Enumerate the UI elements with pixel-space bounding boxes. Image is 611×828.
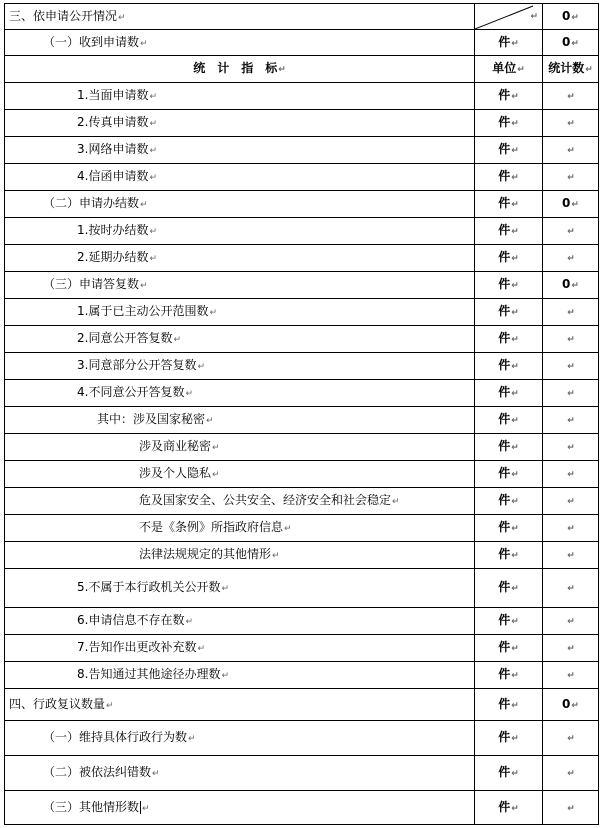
return-mark-icon: ↵: [197, 644, 205, 654]
return-mark-icon: ↵: [530, 12, 538, 22]
return-mark-icon: ↵: [212, 470, 220, 480]
unit-label: 件: [498, 223, 511, 237]
return-mark-icon: ↵: [140, 200, 148, 210]
return-mark-icon: ↵: [106, 700, 114, 711]
return-mark-icon: ↵: [511, 308, 519, 318]
count-value: 0: [562, 8, 571, 23]
count-cell[interactable]: [543, 756, 599, 791]
return-mark-icon: ↵: [511, 227, 519, 237]
return-mark-icon: ↵: [567, 551, 575, 561]
return-mark-icon: ↵: [511, 524, 519, 534]
row-label-cell: [5, 4, 475, 30]
row-label: 法律法规规定的其他情形: [139, 547, 272, 561]
unit-label: 件: [498, 696, 511, 711]
count-cell[interactable]: [543, 272, 599, 299]
row-label: （一）维持具体行政行为数: [43, 730, 188, 744]
count-value: 0: [562, 196, 571, 210]
return-mark-icon: ↵: [118, 12, 126, 23]
row-label: 1.当面申请数: [77, 88, 149, 102]
return-mark-icon: ↵: [212, 443, 220, 453]
count-cell[interactable]: [543, 542, 599, 569]
return-mark-icon: ↵: [221, 584, 229, 594]
unit-cell: [475, 569, 543, 608]
unit-cell: [475, 689, 543, 721]
return-mark-icon: ↵: [511, 119, 519, 129]
table-row: [5, 689, 599, 721]
unit-label: 件: [498, 385, 511, 399]
row-label: 不是《条例》所指政府信息: [139, 520, 284, 534]
unit-cell: [475, 635, 543, 662]
row-label-cell: [5, 137, 475, 164]
count-cell[interactable]: [543, 218, 599, 245]
return-mark-icon: ↵: [571, 281, 579, 291]
count-cell[interactable]: [543, 461, 599, 488]
unit-label: 件: [498, 358, 511, 372]
return-mark-icon: ↵: [511, 146, 519, 156]
count-cell[interactable]: [543, 662, 599, 689]
unit-cell: [475, 164, 543, 191]
unit-cell: [475, 218, 543, 245]
return-mark-icon: ↵: [511, 200, 519, 210]
table-row: [5, 326, 599, 353]
return-mark-icon: ↵: [149, 119, 157, 129]
row-label-cell: [5, 542, 475, 569]
unit-cell: [475, 461, 543, 488]
row-label-cell: [5, 56, 475, 83]
table-row: [5, 30, 599, 56]
return-mark-icon: ↵: [188, 734, 196, 744]
table-row: [5, 353, 599, 380]
row-label-cell: [5, 164, 475, 191]
return-mark-icon: ↵: [517, 65, 525, 75]
unit-cell: [475, 326, 543, 353]
unit-cell: [475, 191, 543, 218]
row-label-cell: [5, 515, 475, 542]
count-cell[interactable]: [543, 191, 599, 218]
table-row: [5, 110, 599, 137]
return-mark-icon: ↵: [149, 173, 157, 183]
unit-cell: [475, 245, 543, 272]
return-mark-icon: ↵: [511, 470, 519, 480]
table-row: [5, 56, 599, 83]
return-mark-icon: ↵: [511, 389, 519, 399]
return-mark-icon: ↵: [567, 769, 575, 779]
table-row: [5, 721, 599, 756]
unit-label: 件: [498, 250, 511, 264]
row-label: （三）申请答复数: [43, 277, 140, 291]
count-cell[interactable]: [543, 721, 599, 756]
return-mark-icon: ↵: [272, 551, 280, 561]
unit-cell: [475, 110, 543, 137]
unit-label: 件: [498, 730, 511, 744]
table-row: [5, 791, 599, 825]
row-label-cell: [5, 608, 475, 635]
row-label: 统 计 指 标: [193, 61, 278, 75]
unit-label: 件: [498, 88, 511, 102]
unit-cell: [475, 407, 543, 434]
return-mark-icon: ↵: [511, 734, 519, 744]
table-row: [5, 569, 599, 608]
table-row: [5, 272, 599, 299]
table-row: [5, 191, 599, 218]
table-row: [5, 299, 599, 326]
table-row: [5, 4, 599, 30]
count-cell[interactable]: [543, 4, 599, 30]
count-value: 0: [562, 277, 571, 291]
count-cell[interactable]: [543, 608, 599, 635]
unit-cell: [475, 542, 543, 569]
row-label: 3.网络申请数: [77, 142, 149, 156]
count-value: 0: [562, 696, 571, 711]
return-mark-icon: ↵: [567, 617, 575, 627]
unit-label: 件: [498, 580, 511, 594]
row-label: 三、依申请公开情况: [9, 8, 118, 23]
count-cell[interactable]: [543, 635, 599, 662]
row-label-cell: [5, 721, 475, 756]
row-label-cell: [5, 218, 475, 245]
row-label: 4.不同意公开答复数: [77, 385, 185, 399]
unit-cell: [475, 662, 543, 689]
row-label-cell: [5, 635, 475, 662]
unit-cell: [475, 4, 543, 30]
unit-cell: [475, 272, 543, 299]
unit-cell: [475, 83, 543, 110]
table-row: [5, 515, 599, 542]
return-mark-icon: ↵: [567, 524, 575, 534]
unit-cell: [475, 791, 543, 825]
return-mark-icon: ↵: [511, 362, 519, 372]
row-label-cell: [5, 662, 475, 689]
return-mark-icon: ↵: [571, 700, 579, 711]
return-mark-icon: ↵: [567, 584, 575, 594]
table-row: [5, 542, 599, 569]
row-label: 2.传真申请数: [77, 115, 149, 129]
return-mark-icon: ↵: [567, 254, 575, 264]
row-label: 1.按时办结数: [77, 223, 149, 237]
unit-label: 件: [498, 169, 511, 183]
row-label: （二）被依法纠错数: [43, 765, 152, 779]
table-row: [5, 164, 599, 191]
row-label: 5.不属于本行政机关公开数: [77, 580, 221, 594]
count-value: 统计数: [548, 61, 585, 75]
unit-label: 件: [498, 439, 511, 453]
count-cell[interactable]: [543, 30, 599, 56]
row-label-cell: [5, 110, 475, 137]
count-cell[interactable]: [543, 407, 599, 434]
count-cell[interactable]: [543, 515, 599, 542]
row-label-cell: [5, 488, 475, 515]
count-cell[interactable]: [543, 110, 599, 137]
return-mark-icon: ↵: [511, 617, 519, 627]
unit-cell: [475, 56, 543, 83]
unit-cell: [475, 30, 543, 56]
return-mark-icon: ↵: [511, 551, 519, 561]
return-mark-icon: ↵: [511, 803, 519, 814]
unit-cell: [475, 515, 543, 542]
return-mark-icon: ↵: [567, 146, 575, 156]
return-mark-icon: ↵: [571, 12, 579, 23]
return-mark-icon: ↵: [567, 362, 575, 372]
return-mark-icon: ↵: [585, 65, 593, 75]
row-label: 危及国家安全、公共安全、经济安全和社会稳定: [139, 493, 392, 507]
row-label-cell: [5, 191, 475, 218]
return-mark-icon: ↵: [567, 671, 575, 681]
count-cell[interactable]: [543, 326, 599, 353]
row-label-cell: [5, 434, 475, 461]
unit-cell: [475, 137, 543, 164]
unit-label: 件: [498, 115, 511, 129]
return-mark-icon: ↵: [149, 254, 157, 264]
unit-cell: [475, 299, 543, 326]
row-label: 4.信函申请数: [77, 169, 149, 183]
return-mark-icon: ↵: [567, 644, 575, 654]
count-cell[interactable]: [543, 137, 599, 164]
return-mark-icon: ↵: [149, 146, 157, 156]
row-label-cell: [5, 245, 475, 272]
count-cell[interactable]: [543, 164, 599, 191]
return-mark-icon: ↵: [209, 308, 217, 318]
return-mark-icon: ↵: [173, 335, 181, 345]
return-mark-icon: ↵: [567, 92, 575, 102]
return-mark-icon: ↵: [571, 38, 579, 49]
table-row: [5, 608, 599, 635]
count-cell[interactable]: [543, 353, 599, 380]
return-mark-icon: ↵: [567, 803, 575, 814]
row-label-cell: [5, 272, 475, 299]
return-mark-icon: ↵: [511, 644, 519, 654]
row-label-cell: [5, 380, 475, 407]
unit-label: 件: [498, 412, 511, 426]
row-label: 涉及商业秘密: [139, 439, 212, 453]
row-label-cell: [5, 407, 475, 434]
unit-label: 件: [498, 765, 511, 779]
row-label: （一）收到申请数: [43, 34, 140, 49]
return-mark-icon: ↵: [511, 497, 519, 507]
return-mark-icon: ↵: [567, 389, 575, 399]
unit-label: 件: [498, 667, 511, 681]
unit-cell: [475, 353, 543, 380]
return-mark-icon: ↵: [197, 362, 205, 372]
table-row: [5, 461, 599, 488]
unit-label: 件: [498, 493, 511, 507]
row-label: 1.属于已主动公开范围数: [77, 304, 209, 318]
count-value: 0: [562, 34, 571, 49]
row-label: 涉及个人隐私: [139, 466, 212, 480]
text-cursor: [140, 801, 141, 814]
return-mark-icon: ↵: [511, 335, 519, 345]
return-mark-icon: ↵: [567, 119, 575, 129]
table-row: [5, 488, 599, 515]
row-label: （三）其他情形数: [43, 799, 140, 814]
count-cell[interactable]: [543, 569, 599, 608]
row-label: 2.延期办结数: [77, 250, 149, 264]
unit-label: 件: [498, 466, 511, 480]
unit-label: 件: [498, 196, 511, 210]
return-mark-icon: ↵: [567, 734, 575, 744]
table-row: [5, 407, 599, 434]
unit-label: 件: [498, 331, 511, 345]
unit-label: 件: [498, 277, 511, 291]
table-row: [5, 137, 599, 164]
unit-cell: [475, 756, 543, 791]
row-label: （二）申请办结数: [43, 196, 140, 210]
return-mark-icon: ↵: [511, 254, 519, 264]
return-mark-icon: ↵: [284, 524, 292, 534]
return-mark-icon: ↵: [511, 173, 519, 183]
table-row: [5, 756, 599, 791]
return-mark-icon: ↵: [567, 227, 575, 237]
return-mark-icon: ↵: [511, 92, 519, 102]
return-mark-icon: ↵: [149, 92, 157, 102]
unit-cell: [475, 488, 543, 515]
return-mark-icon: ↵: [221, 671, 229, 681]
unit-label: 件: [498, 799, 511, 814]
count-cell[interactable]: [543, 434, 599, 461]
table-row: [5, 83, 599, 110]
row-label: 6.申请信息不存在数: [77, 613, 185, 627]
table-row: [5, 380, 599, 407]
return-mark-icon: ↵: [140, 281, 148, 291]
unit-label: 件: [498, 304, 511, 318]
return-mark-icon: ↵: [511, 281, 519, 291]
count-cell[interactable]: [543, 380, 599, 407]
count-cell[interactable]: [543, 488, 599, 515]
table-row: [5, 245, 599, 272]
row-label-cell: [5, 83, 475, 110]
return-mark-icon: ↵: [567, 416, 575, 426]
return-mark-icon: ↵: [185, 389, 193, 399]
unit-cell: [475, 434, 543, 461]
table-row: [5, 434, 599, 461]
unit-cell: [475, 721, 543, 756]
row-label: 2.同意公开答复数: [77, 331, 173, 345]
row-label: 其中：涉及国家秘密: [97, 412, 206, 426]
row-label-cell: [5, 353, 475, 380]
count-cell[interactable]: [543, 56, 599, 83]
row-label-cell: [5, 569, 475, 608]
unit-label: 单位: [492, 61, 517, 75]
return-mark-icon: ↵: [511, 416, 519, 426]
table-row: [5, 662, 599, 689]
return-mark-icon: ↵: [511, 443, 519, 453]
count-cell[interactable]: [543, 791, 599, 825]
statistics-table: [4, 3, 599, 825]
row-label-cell: [5, 299, 475, 326]
return-mark-icon: ↵: [149, 227, 157, 237]
return-mark-icon: ↵: [140, 38, 148, 49]
count-cell[interactable]: [543, 689, 599, 721]
row-label: 8.告知通过其他途径办理数: [77, 667, 221, 681]
row-label-cell: [5, 756, 475, 791]
unit-cell: [475, 380, 543, 407]
return-mark-icon: ↵: [511, 671, 519, 681]
return-mark-icon: ↵: [511, 700, 519, 711]
table-row: [5, 218, 599, 245]
return-mark-icon: ↵: [206, 416, 214, 426]
return-mark-icon: ↵: [278, 65, 286, 75]
unit-label: 件: [498, 640, 511, 654]
unit-label: 件: [498, 34, 511, 49]
table-row: [5, 635, 599, 662]
return-mark-icon: ↵: [567, 497, 575, 507]
row-label: 四、行政复议数量: [9, 696, 106, 711]
return-mark-icon: ↵: [511, 584, 519, 594]
unit-cell: [475, 608, 543, 635]
return-mark-icon: ↵: [511, 769, 519, 779]
row-label-cell: [5, 461, 475, 488]
return-mark-icon: ↵: [392, 497, 400, 507]
return-mark-icon: ↵: [152, 769, 160, 779]
return-mark-icon: ↵: [185, 617, 193, 627]
return-mark-icon: ↵: [571, 200, 579, 210]
count-cell[interactable]: [543, 83, 599, 110]
return-mark-icon: ↵: [567, 470, 575, 480]
unit-label: 件: [498, 520, 511, 534]
row-label: 7.告知作出更改补充数: [77, 640, 197, 654]
return-mark-icon: ↵: [511, 38, 519, 49]
count-cell[interactable]: [543, 299, 599, 326]
row-label-cell: [5, 689, 475, 721]
unit-label: 件: [498, 142, 511, 156]
row-label-cell: [5, 791, 475, 825]
row-label-cell: [5, 326, 475, 353]
unit-label: 件: [498, 547, 511, 561]
return-mark-icon: ↵: [567, 443, 575, 453]
return-mark-icon: ↵: [567, 173, 575, 183]
return-mark-icon: ↵: [142, 803, 150, 814]
unit-label: 件: [498, 613, 511, 627]
count-cell[interactable]: [543, 245, 599, 272]
return-mark-icon: ↵: [567, 335, 575, 345]
row-label: 3.同意部分公开答复数: [77, 358, 197, 372]
row-label-cell: [5, 30, 475, 56]
return-mark-icon: ↵: [567, 308, 575, 318]
